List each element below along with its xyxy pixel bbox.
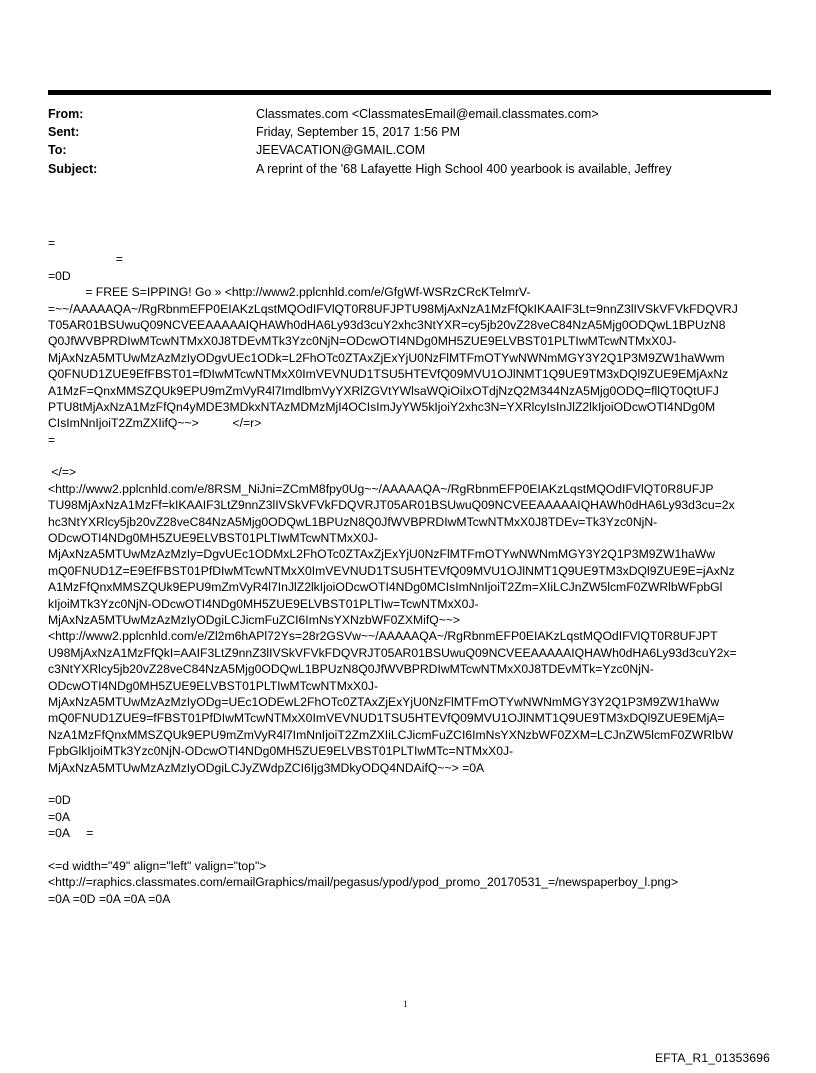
body-line	[48, 448, 772, 464]
body-line: <=d width="49" align="left" valign="top">	[48, 858, 267, 873]
body-line: MjAxNzA5MTUwMzAzMzIyODgvUEc1ODk=L2FhOTc0ZTAxZjExYjU0NzFlMTFmOTYwNWNmMGY3Y2Q1P3M9ZW1haWwm	[48, 350, 725, 365]
body-line: mQ0FNUD1Z=E9EfFBST01PfDIwMTcwNTMxX0ImVEVNUD1TSU5HTEVfQ09MVU1OJlNMT1Q9UE9TM3xDQl9ZUE9E=jAxNz	[48, 563, 735, 578]
body-line: mQ0FNUD1ZUE9=fFBST01PfDIwMTcwNTMxX0ImVEVNUD1TSU5HTEVfQ09MVU1OJlNMT1Q9UE9TM3xDQl9ZUE9EMjA=	[48, 711, 725, 726]
body-line: =0A =	[48, 826, 94, 841]
body-line: =0A	[48, 809, 71, 824]
body-line: Q0FNUD1ZUE9EfFBST01=fDIwMTcwNTMxX0ImVEVNUD1TSU5HTEVfQ09MVU1OJlNMT1Q9UE9TM3xDQl9ZUE9EMjAxNz	[48, 367, 729, 382]
body-line: PTU8tMjAxNzA1MzFfQn4yMDE3MDkxNTAzMDMzMjI4OCIsImJyYW5kIjoiY2xhc3N=YXRlcyIsInJlZ2lkIjoiODcwOTI4NDg0M	[48, 399, 716, 414]
body-line: </=>	[48, 465, 77, 480]
body-line: c3NtYXRlcy5jb20vZ28veC84NzA5Mjg0ODQwL1BPUzN8Q0JfWVBPRDIwMTcwNTMxX0J8TDEvMTk=Yzc0NjN-	[48, 662, 654, 677]
body-line: kIjoiMTk3Yzc0NjN-ODcwOTI4NDg0MH5ZUE9ELVBST01PLTIw=TcwNTMxX0J-	[48, 596, 479, 611]
body-line: = FREE S=IPPING! Go » <http://www2.pplcnhld.com/e/GfgWf-WSRzCRcKTelmrV-	[48, 285, 531, 300]
body-line: <http://www2.pplcnhld.com/e/8RSM_NiJni=ZCmM8fpy0Ug~~/AAAAAQA~/RgRbnmEFP0EIAKzLqstMQOdIFVlQT0R8UFJP	[48, 481, 714, 496]
body-line: =0D	[48, 268, 71, 283]
body-line: ODcwOTI4NDg0MH5ZUE9ELVBST01PLTIwMTcwNTMxX0J-	[48, 678, 379, 693]
to-value: JEEVACATION@GMAIL.COM	[256, 143, 426, 157]
email-header	[48, 105, 772, 181]
sent-value: Friday, September 15, 2017 1:56 PM	[256, 125, 461, 139]
body-line	[48, 841, 772, 857]
from-value: Classmates.com <ClassmatesEmail@email.classmates.com>	[256, 107, 599, 121]
body-line: CIsImNnIjoiT2ZmZXIifQ~~> </=r>	[48, 416, 262, 431]
body-line: MjAxNzA5MTUwMzAzMzIy=DgvUEc1ODMxL2FhOTc0ZTAxZjExYjU0NzFlMTFmOTYwNWNmMGY3Y2Q1P3M9ZW1haWw	[48, 547, 716, 562]
body-line: T05AR01BSUwuQ09NCVEEAAAAAIQHAWh0dHA6Ly93d3cuY2xhc3NtYXR=cy5jb20vZ28veC84NzA5Mjg0ODQwL1BPUzN8	[48, 317, 726, 332]
body-line: MjAxNzA5MTUwMzAzMzIyODgiLCJyZWdpZCI6Ijg3MDkyODQ4NDAifQ~~> =0A	[48, 760, 485, 775]
body-line: A1MzF=QnxMMSZQUk9EPU9mZmVyR4l7ImdlbmVyYXRlZGVtYWlsaWQiOiIxOTdjNzQ2M344NzA5Mjg0ODQ=fllQT0QtUFJ	[48, 383, 719, 398]
body-line: MjAxNzA5MTUwMzAzMzIyODgiLCJicmFuZCI6ImNsYXNzbWF0ZXMifQ~~>	[48, 612, 461, 627]
body-line: hc3NtYXRlcy5jb20vZ28veC84NzA5Mjg0ODQwL1BPUzN8Q0JfWVBPRDIwMTcwNTMxX0J8TDEv=Tk3Yzc0NjN-	[48, 514, 658, 529]
to-label: To:	[48, 143, 67, 157]
bates-number: EFTA_R1_01353696	[655, 1051, 771, 1065]
body-line: =	[48, 252, 123, 267]
body-line: U98MjAxNzA1MzFfQkI=AAIF3LtZ9nnZ3lIVSkVFVkFDQVRJT05AR01BSUwuQ09NCVEEAAAAAIQHAWh0dHA6Ly93d3cuY2x=	[48, 645, 737, 660]
body-line: <http://=raphics.classmates.com/emailGraphics/mail/pegasus/ypod/ypod_promo_20170531_=/newspaperboy_l.png>	[48, 875, 679, 890]
body-line: FpbGlkIjoiMTk3Yzc0NjN-ODcwOTI4NDg0MH5ZUE9ELVBST01PLTIwMTc=NTMxX0J-	[48, 744, 514, 759]
body-line: =	[48, 236, 56, 250]
subject-value: A reprint of the '68 Lafayette High School 400 yearbook is available, Jeffrey	[256, 162, 672, 176]
email-body	[48, 235, 772, 907]
body-line: <http://www2.pplcnhld.com/e/Zl2m6hAPl72Ys=28r2GSVw~~/AAAAAQA~/RgRbnmEFP0EIAKzLqstMQOdIFVlQT0R8UFJPT	[48, 629, 718, 644]
body-line: Q0JfWVBPRDIwMTcwNTMxX0J8TDEvMTk3Yzc0NjN=ODcwOTI4NDg0MH5ZUE9ELVBST01PLTIwMTcwNTMxX0J-	[48, 334, 677, 349]
body-line: =	[48, 432, 56, 447]
body-line: MjAxNzA5MTUwMzAzMzIyODg=UEc1ODEwL2FhOTc0ZTAxZjExYjU0NzFlMTFmOTYwNWNmMGY3Y2Q1P3M9ZW1haWw	[48, 694, 720, 709]
from-label: From:	[48, 107, 84, 121]
header-rule	[48, 90, 771, 95]
page-number: 1	[403, 999, 408, 1009]
subject-label: Subject:	[48, 162, 98, 176]
body-line: ODcwOTI4NDg0MH5ZUE9ELVBST01PLTIwMTcwNTMxX0J-	[48, 531, 379, 546]
body-line: =0A =0D =0A =0A =0A	[48, 891, 171, 906]
sent-label: Sent:	[48, 125, 80, 139]
body-line: NzA1MzFfQnxMMSZQUk9EPU9mZmVyR4l7ImNnIjoiT2ZmZXIiLCJicmFuZCI6ImNsYXNzbWF0ZXM=LCJnZW5lcmF0ZWRlbW	[48, 727, 734, 742]
body-line: =0D	[48, 793, 71, 808]
body-line: A1MzFfQnxMMSZQUk9EPU9mZmVyR4l7InJlZ2lkIjoiODcwOTI4NDg0MCIsImNnIjoiT2Zm=XIiLCJnZW5lcmF0ZWRlbWFpbGl	[48, 580, 723, 595]
body-line	[48, 776, 772, 792]
body-line: TU98MjAxNzA1MzFf=kIKAAIF3LtZ9nnZ3lIVSkVFVkFDQVRJT05AR01BSUwuQ09NCVEEAAAAAIQHAWh0dHA6Ly93d3cu=2x	[48, 498, 735, 513]
body-line: =~~/AAAAAQA~/RgRbnmEFP0EIAKzLqstMQOdIFVlQT0R8UFJPTU98MjAxNzA1MzFfQkIKAAIF3Lt=9nnZ3lIVSkVFVkFDQVRJ	[48, 301, 738, 316]
